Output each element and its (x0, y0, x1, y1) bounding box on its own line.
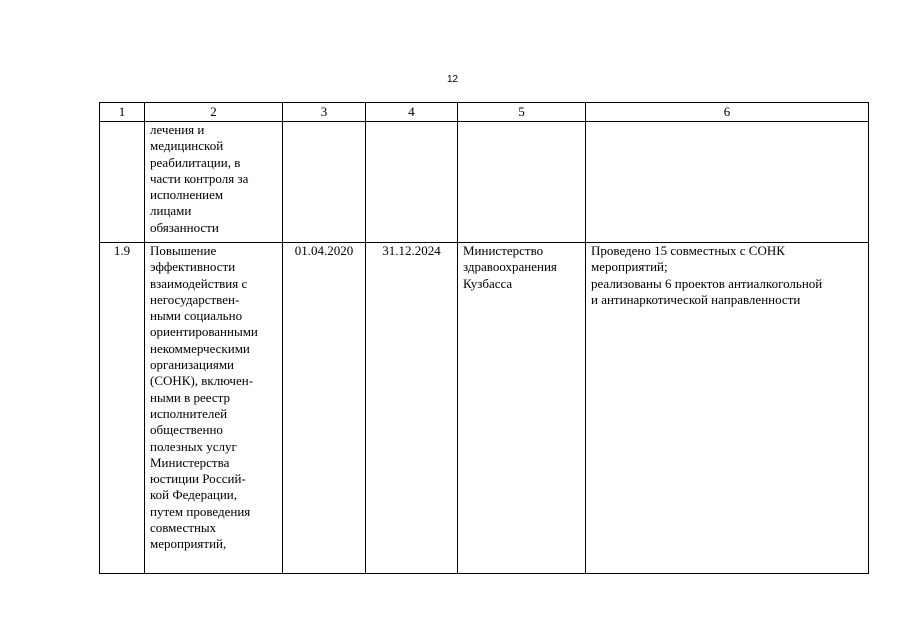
text-line: путем проведения (150, 503, 251, 519)
text-line: эффективности (150, 259, 236, 275)
measure-cell (145, 122, 283, 243)
text-line: Кузбасса (463, 275, 513, 291)
header-cell: 6 (586, 103, 869, 122)
row-number-cell: 1.9 (100, 243, 145, 574)
table-row (100, 122, 869, 243)
text-line: обязанности (150, 219, 219, 235)
result-cell (586, 122, 869, 243)
text-line: реализованы 6 проектов антиалкогольной (591, 275, 823, 291)
executor-cell (458, 122, 586, 243)
text-line: части контроля за (150, 170, 249, 186)
table-row (100, 243, 869, 574)
end-date-cell: 31.12.2024 (366, 243, 458, 574)
text-line: Министерства (150, 454, 230, 470)
text-line: общественно (150, 422, 223, 438)
executor-cell (458, 243, 586, 574)
plan-table (99, 102, 869, 574)
end-date-cell (366, 122, 458, 243)
text-line: организациями (150, 357, 234, 373)
measure-cell (145, 243, 283, 574)
text-line: совместных (150, 520, 217, 536)
text-line: мероприятий, (150, 536, 227, 552)
header-cell: 2 (145, 103, 283, 122)
text-line: взаимодействия с (150, 275, 248, 291)
text-line: Повышение (150, 243, 217, 258)
text-line: ными в реестр (150, 389, 230, 405)
header-cell: 5 (458, 103, 586, 122)
text-line: медицинской (150, 138, 224, 154)
text-line: здравоохранения (463, 259, 557, 275)
text-line: мероприятий; (591, 259, 668, 275)
text-line: исполнением (150, 187, 224, 203)
header-cell: 3 (283, 103, 366, 122)
text-line: юстиции Россий- (150, 471, 246, 487)
result-cell (586, 243, 869, 574)
start-date-cell (283, 122, 366, 243)
text-line: полезных услуг (150, 438, 237, 454)
text-line: некоммерческими (150, 340, 250, 356)
page-number: 12 (446, 74, 459, 85)
row-number-cell (100, 122, 145, 243)
text-line: ориентированными (150, 324, 258, 340)
text-line: ными социально (150, 308, 243, 324)
text-line: Министерство (463, 243, 544, 258)
text-line: лечения и (150, 122, 205, 137)
header-cell: 1 (100, 103, 145, 122)
text-line: кой Федерации, (150, 487, 238, 503)
text-line: (СОНК), включен- (150, 373, 254, 389)
text-line: Проведено 15 совместных с СОНК (591, 243, 785, 258)
text-line: исполнителей (150, 405, 228, 421)
text-line: лицами (150, 203, 192, 219)
table-header-row (100, 103, 869, 122)
text-line: негосударствен- (150, 291, 240, 307)
header-cell: 4 (366, 103, 458, 122)
start-date-cell: 01.04.2020 (283, 243, 366, 574)
text-line: и антинаркотической направленности (591, 291, 801, 307)
text-line: реабилитации, в (150, 154, 241, 170)
